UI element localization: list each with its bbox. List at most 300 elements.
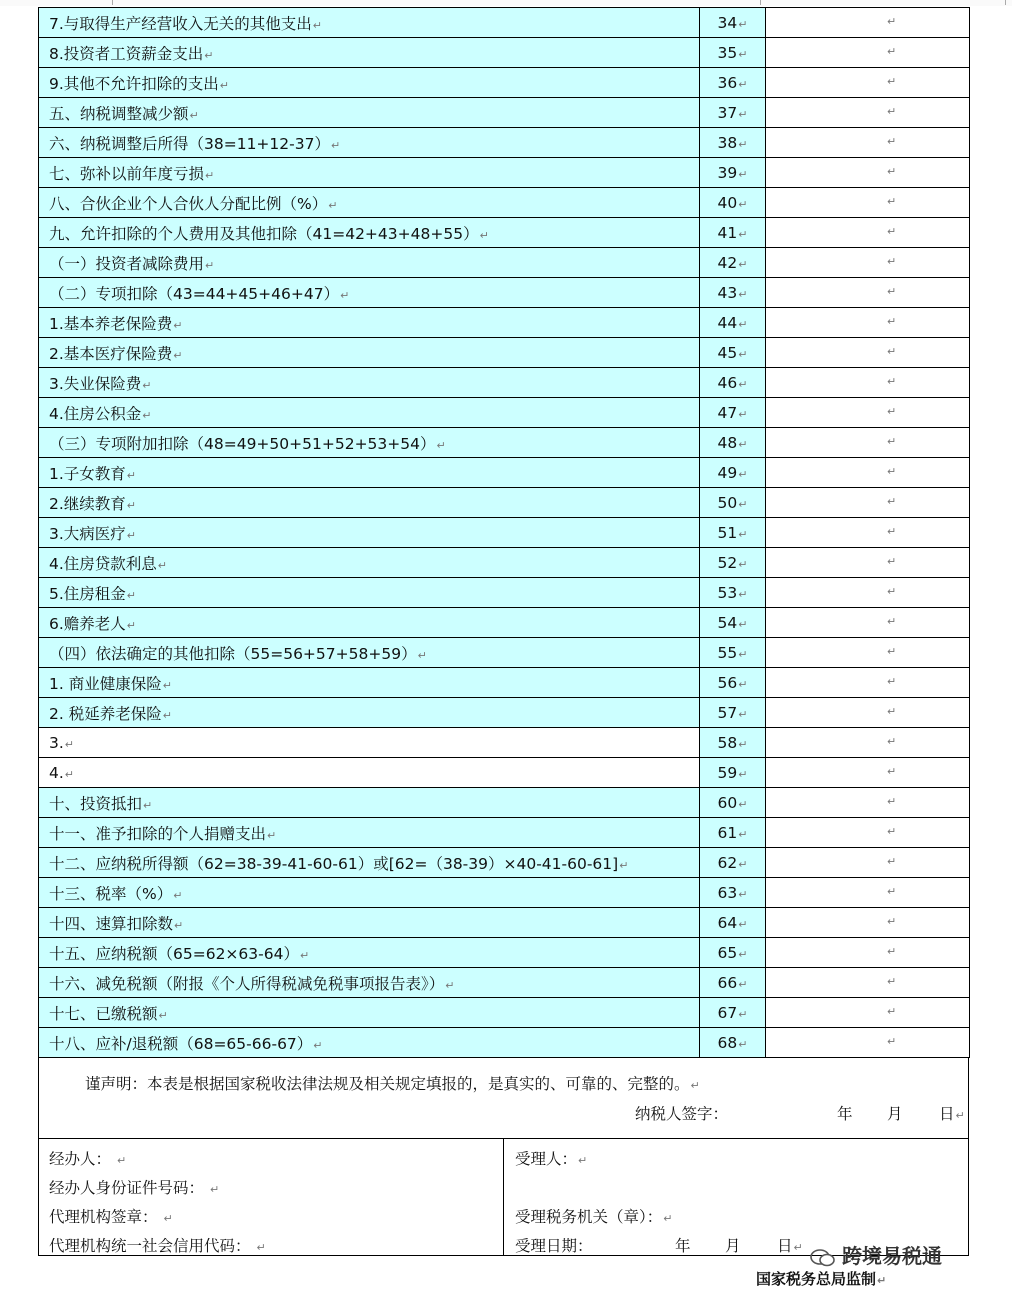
return-mark: ↵ [887, 915, 897, 928]
return-mark: ↵ [738, 947, 748, 961]
return-mark: ↵ [126, 498, 137, 512]
table-row [39, 368, 970, 398]
amount-field[interactable] [766, 488, 970, 518]
row-number-text: 68 [717, 1033, 738, 1052]
table-row [39, 938, 970, 968]
row-label [39, 68, 700, 98]
row-label [39, 518, 700, 548]
return-mark: ↵ [312, 18, 323, 32]
return-mark: ↵ [887, 405, 897, 418]
return-mark: ↵ [738, 527, 748, 541]
row-number [700, 548, 766, 578]
row-label [39, 458, 700, 488]
table-row [39, 878, 970, 908]
handler-section [38, 1139, 969, 1256]
row-label [39, 8, 700, 38]
return-mark: ↵ [162, 708, 172, 722]
return-mark: ↵ [887, 375, 897, 388]
return-mark: ↵ [205, 258, 215, 272]
return-mark: ↵ [738, 1037, 748, 1051]
table-row [39, 668, 970, 698]
row-number-text: 51 [717, 523, 738, 542]
row-label-text: 七、弥补以前年度亏损 [49, 164, 205, 183]
receive-year: 年 [675, 1237, 691, 1255]
row-label-text: 2.基本医疗保险费 [49, 344, 173, 363]
row-number [700, 698, 766, 728]
row-number-text: 38 [717, 133, 738, 152]
agency-code-label: 代理机构统一社会信用代码： ↵ [49, 1237, 266, 1255]
return-mark: ↵ [887, 195, 897, 208]
row-number-text: 57 [717, 703, 738, 722]
amount-field[interactable] [766, 98, 970, 128]
row-label-text: （一）投资者减除费用 [49, 254, 205, 273]
return-mark: ↵ [204, 48, 214, 62]
tax-office-label: 受理税务机关（章）：↵ [515, 1208, 673, 1226]
return-mark: ↵ [887, 345, 897, 358]
return-mark: ↵ [887, 795, 897, 808]
return-mark: ↵ [738, 677, 748, 691]
return-mark: ↵ [887, 675, 897, 688]
row-number-text: 47 [717, 403, 738, 422]
return-mark: ↵ [887, 465, 897, 478]
amount-field[interactable] [766, 128, 970, 158]
table-row [39, 728, 970, 758]
row-number [700, 518, 766, 548]
row-number [700, 428, 766, 458]
amount-field[interactable] [766, 218, 970, 248]
receiver-label: 受理人：↵ [515, 1150, 588, 1168]
return-mark: ↵ [887, 15, 897, 28]
return-mark: ↵ [738, 917, 748, 931]
row-number [700, 758, 766, 788]
return-mark: ↵ [738, 257, 748, 271]
amount-field[interactable] [766, 818, 970, 848]
row-label-text: 4. [49, 763, 64, 782]
receive-month: 月 [725, 1237, 741, 1255]
row-label [39, 848, 700, 878]
amount-field[interactable] [766, 728, 970, 758]
return-mark: ↵ [738, 1007, 748, 1021]
amount-field[interactable] [766, 458, 970, 488]
signature-day: 日↵ [939, 1105, 965, 1123]
row-label-text: 2. 税延养老保险 [49, 704, 162, 723]
table-row [39, 548, 970, 578]
declaration-section [38, 1058, 969, 1139]
row-number-text: 46 [717, 373, 738, 392]
return-mark: ↵ [126, 528, 137, 542]
amount-field[interactable] [766, 158, 970, 188]
table-row [39, 278, 970, 308]
row-label [39, 98, 700, 128]
table-row [39, 488, 970, 518]
amount-field[interactable] [766, 938, 970, 968]
row-label-text: 十二、应纳税所得额（62=38-39-41-60-61）或[62=（38-39）×40-41-60-61] [49, 854, 619, 873]
row-label [39, 338, 700, 368]
return-mark: ↵ [328, 198, 338, 212]
row-number [700, 788, 766, 818]
amount-field[interactable] [766, 518, 970, 548]
row-label-text: 4.住房公积金 [49, 404, 142, 423]
row-label-text: 十、投资抵扣 [49, 794, 143, 813]
deduction-table [38, 7, 970, 1058]
return-mark: ↵ [887, 255, 897, 268]
row-label-text: 六、纳税调整后所得（38=11+12-37） [49, 134, 330, 153]
table-row [39, 158, 970, 188]
return-mark: ↵ [738, 77, 748, 91]
return-mark: ↵ [205, 168, 215, 182]
table-row [39, 698, 970, 728]
return-mark: ↵ [738, 317, 748, 331]
row-number [700, 998, 766, 1028]
tax-form-document [38, 7, 969, 1256]
return-mark: ↵ [738, 587, 748, 601]
return-mark: ↵ [162, 678, 172, 692]
amount-field[interactable] [766, 38, 970, 68]
declaration-statement: 谨声明：本表是根据国家税收法律法规及相关规定填报的，是真实的、可靠的、完整的。↵ [85, 1075, 700, 1093]
ruler-tick [112, 0, 113, 5]
amount-field[interactable] [766, 848, 970, 878]
row-number-text: 41 [717, 223, 738, 242]
return-mark: ↵ [267, 828, 277, 842]
row-number-text: 66 [717, 973, 738, 992]
row-number-text: 43 [717, 283, 738, 302]
return-mark: ↵ [887, 825, 897, 838]
amount-field[interactable] [766, 998, 970, 1028]
row-label-text: 十一、准予扣除的个人捐赠支出 [49, 824, 267, 843]
agency-seal-label: 代理机构签章： ↵ [49, 1208, 173, 1226]
row-label [39, 578, 700, 608]
row-number-text: 54 [717, 613, 738, 632]
table-row [39, 458, 970, 488]
return-mark: ↵ [142, 378, 152, 392]
row-label [39, 908, 700, 938]
return-mark: ↵ [738, 887, 748, 901]
row-label-text: 九、允许扣除的个人费用及其他扣除（41=42+43+48+55） [49, 224, 479, 243]
row-label-text: 1. 商业健康保险 [49, 674, 162, 693]
row-number [700, 308, 766, 338]
row-label [39, 1028, 700, 1058]
table-row [39, 788, 970, 818]
return-mark: ↵ [738, 467, 748, 481]
return-mark: ↵ [173, 318, 183, 332]
table-row [39, 908, 970, 938]
row-label [39, 638, 700, 668]
row-number-text: 61 [717, 823, 738, 842]
return-mark: ↵ [738, 617, 748, 631]
row-label-text: 八、合伙企业个人合伙人分配比例（%） [49, 194, 328, 213]
row-label [39, 398, 700, 428]
amount-field[interactable] [766, 398, 970, 428]
row-label [39, 218, 700, 248]
row-label [39, 368, 700, 398]
row-number [700, 368, 766, 398]
row-label [39, 308, 700, 338]
return-mark: ↵ [887, 45, 897, 58]
row-number [700, 398, 766, 428]
row-label-text: 1.子女教育 [49, 464, 126, 483]
table-row [39, 68, 970, 98]
return-mark: ↵ [738, 857, 748, 871]
row-label-text: 十五、应纳税额（65=62×63-64） [49, 944, 299, 963]
row-number-text: 50 [717, 493, 738, 512]
return-mark: ↵ [887, 615, 897, 628]
table-row [39, 218, 970, 248]
row-label [39, 998, 700, 1028]
amount-field[interactable] [766, 608, 970, 638]
return-mark: ↵ [143, 798, 153, 812]
return-mark: ↵ [738, 557, 748, 571]
return-mark: ↵ [417, 648, 427, 662]
row-number-text: 35 [717, 43, 738, 62]
row-label-text: 1.基本养老保险费 [49, 314, 173, 333]
return-mark: ↵ [887, 885, 897, 898]
return-mark: ↵ [738, 167, 748, 181]
return-mark: ↵ [313, 1038, 323, 1052]
row-label [39, 278, 700, 308]
return-mark: ↵ [738, 737, 748, 751]
amount-field[interactable] [766, 368, 970, 398]
row-number-text: 49 [717, 463, 738, 482]
return-mark: ↵ [887, 555, 897, 568]
row-number-text: 40 [717, 193, 738, 212]
row-label [39, 728, 700, 758]
return-mark: ↵ [219, 78, 230, 92]
amount-field[interactable] [766, 68, 970, 98]
row-label [39, 428, 700, 458]
row-number-text: 64 [717, 913, 738, 932]
return-mark: ↵ [64, 737, 75, 751]
return-mark: ↵ [887, 945, 897, 958]
table-row [39, 818, 970, 848]
amount-field[interactable] [766, 548, 970, 578]
amount-field[interactable] [766, 788, 970, 818]
row-number [700, 128, 766, 158]
return-mark: ↵ [738, 137, 748, 151]
row-label [39, 668, 700, 698]
table-row [39, 968, 970, 998]
table-row [39, 248, 970, 278]
return-mark: ↵ [619, 858, 629, 872]
return-mark: ↵ [479, 228, 489, 242]
return-mark: ↵ [887, 975, 897, 988]
row-number [700, 848, 766, 878]
top-ruler-strip [0, 0, 1012, 6]
ruler-tick [1005, 0, 1006, 5]
row-label [39, 38, 700, 68]
amount-field[interactable] [766, 638, 970, 668]
row-number-text: 63 [717, 883, 738, 902]
row-label [39, 818, 700, 848]
row-label-text: 2.继续教育 [49, 494, 126, 513]
return-mark: ↵ [887, 1005, 897, 1018]
table-row [39, 848, 970, 878]
row-number [700, 878, 766, 908]
row-label [39, 968, 700, 998]
row-label-text: 十六、减免税额（附报《个人所得税减免税事项报告表》） [49, 974, 445, 993]
row-label-text: （三）专项附加扣除（48=49+50+51+52+53+54） [49, 434, 436, 453]
table-row [39, 518, 970, 548]
amount-field[interactable] [766, 698, 970, 728]
return-mark: ↵ [887, 855, 897, 868]
signature-month: 月 [887, 1105, 903, 1123]
return-mark: ↵ [142, 408, 152, 422]
table-row [39, 338, 970, 368]
receive-date-label: 受理日期： [515, 1237, 593, 1255]
table-row [39, 398, 970, 428]
row-number [700, 248, 766, 278]
amount-field[interactable] [766, 908, 970, 938]
amount-field[interactable] [766, 308, 970, 338]
row-label [39, 938, 700, 968]
table-body [39, 8, 970, 1058]
amount-field[interactable] [766, 8, 970, 38]
row-number [700, 278, 766, 308]
return-mark: ↵ [887, 285, 897, 298]
row-number-text: 59 [717, 763, 738, 782]
return-mark: ↵ [299, 948, 310, 962]
row-number [700, 818, 766, 848]
watermark-text: 跨境易税通 [842, 1244, 942, 1268]
return-mark: ↵ [738, 17, 748, 31]
return-mark: ↵ [738, 647, 748, 661]
return-mark: ↵ [738, 197, 748, 211]
amount-field[interactable] [766, 248, 970, 278]
return-mark: ↵ [436, 438, 446, 452]
return-mark: ↵ [887, 705, 897, 718]
table-row [39, 98, 970, 128]
amount-field[interactable] [766, 578, 970, 608]
return-mark: ↵ [887, 75, 897, 88]
row-number [700, 68, 766, 98]
row-number-text: 60 [717, 793, 738, 812]
row-number-text: 67 [717, 1003, 738, 1022]
return-mark: ↵ [887, 495, 897, 508]
amount-field[interactable] [766, 188, 970, 218]
section-divider [503, 1139, 504, 1255]
row-label [39, 128, 700, 158]
return-mark: ↵ [887, 435, 897, 448]
return-mark: ↵ [738, 227, 748, 241]
return-mark: ↵ [158, 1008, 168, 1022]
amount-field[interactable] [766, 428, 970, 458]
return-mark: ↵ [738, 827, 748, 841]
return-mark: ↵ [445, 978, 455, 992]
return-mark: ↵ [738, 977, 748, 991]
ruler-tick [760, 0, 761, 5]
return-mark: ↵ [887, 165, 897, 178]
row-label-text: 五、纳税调整减少额 [49, 104, 189, 123]
footer-supervision: 国家税务总局监制↵ [756, 1270, 887, 1288]
return-mark: ↵ [738, 707, 748, 721]
table-row [39, 308, 970, 338]
row-number [700, 938, 766, 968]
row-label-text: 3.大病医疗 [49, 524, 126, 543]
row-number-text: 39 [717, 163, 738, 182]
row-label-text: 9.其他不允许扣除的支出 [49, 74, 219, 93]
amount-field[interactable] [766, 878, 970, 908]
receive-day: 日↵ [777, 1237, 803, 1255]
return-mark: ↵ [887, 735, 897, 748]
row-number-text: 48 [717, 433, 738, 452]
row-number [700, 1028, 766, 1058]
row-number [700, 968, 766, 998]
table-row [39, 428, 970, 458]
return-mark: ↵ [887, 135, 897, 148]
row-number [700, 638, 766, 668]
table-row [39, 758, 970, 788]
row-number-text: 52 [717, 553, 738, 572]
row-label-text: 4.住房贷款利息 [49, 554, 157, 573]
row-number [700, 98, 766, 128]
return-mark: ↵ [887, 1035, 897, 1048]
row-number [700, 338, 766, 368]
return-mark: ↵ [738, 347, 748, 361]
row-number-text: 58 [717, 733, 738, 752]
amount-field[interactable] [766, 1028, 970, 1058]
row-number-text: 36 [717, 73, 738, 92]
amount-field[interactable] [766, 668, 970, 698]
row-label-text: 5.住房租金 [49, 584, 126, 603]
amount-field[interactable] [766, 338, 970, 368]
row-number [700, 458, 766, 488]
row-number [700, 608, 766, 638]
row-label-text: （四）依法确定的其他扣除（55=56+57+58+59） [49, 644, 417, 663]
return-mark: ↵ [738, 407, 748, 421]
row-number [700, 578, 766, 608]
row-number-text: 65 [717, 943, 738, 962]
row-number-text: 53 [717, 583, 738, 602]
table-row [39, 638, 970, 668]
amount-field[interactable] [766, 758, 970, 788]
row-number [700, 908, 766, 938]
return-mark: ↵ [64, 767, 75, 781]
amount-field[interactable] [766, 968, 970, 998]
row-label-text: 6.赡养老人 [49, 614, 126, 633]
return-mark: ↵ [887, 645, 897, 658]
row-label-text: 十八、应补/退税额（68=65-66-67） [49, 1034, 313, 1053]
handler-label: 经办人： ↵ [49, 1150, 127, 1168]
watermark [810, 1240, 942, 1269]
row-label-text: （二）专项扣除（43=44+45+46+47） [49, 284, 340, 303]
return-mark: ↵ [887, 525, 897, 538]
row-number [700, 188, 766, 218]
row-label-text: 7.与取得生产经营收入无关的其他支出 [49, 14, 312, 33]
return-mark: ↵ [157, 558, 168, 572]
return-mark: ↵ [887, 225, 897, 238]
return-mark: ↵ [174, 918, 184, 932]
table-row [39, 998, 970, 1028]
return-mark: ↵ [126, 618, 137, 632]
row-number [700, 728, 766, 758]
row-number [700, 488, 766, 518]
row-number-text: 42 [717, 253, 738, 272]
table-row [39, 608, 970, 638]
row-label-text: 十四、速算扣除数 [49, 914, 174, 933]
taxpayer-signature-label: 纳税人签字： [635, 1105, 729, 1123]
table-row [39, 38, 970, 68]
row-label-text: 3.失业保险费 [49, 374, 142, 393]
return-mark: ↵ [887, 765, 897, 778]
signature-year: 年 [837, 1105, 853, 1123]
row-label-text: 3. [49, 733, 64, 752]
return-mark: ↵ [887, 585, 897, 598]
return-mark: ↵ [126, 588, 137, 602]
return-mark: ↵ [887, 105, 897, 118]
row-number-text: 45 [717, 343, 738, 362]
row-number-text: 55 [717, 643, 738, 662]
row-label [39, 488, 700, 518]
amount-field[interactable] [766, 278, 970, 308]
